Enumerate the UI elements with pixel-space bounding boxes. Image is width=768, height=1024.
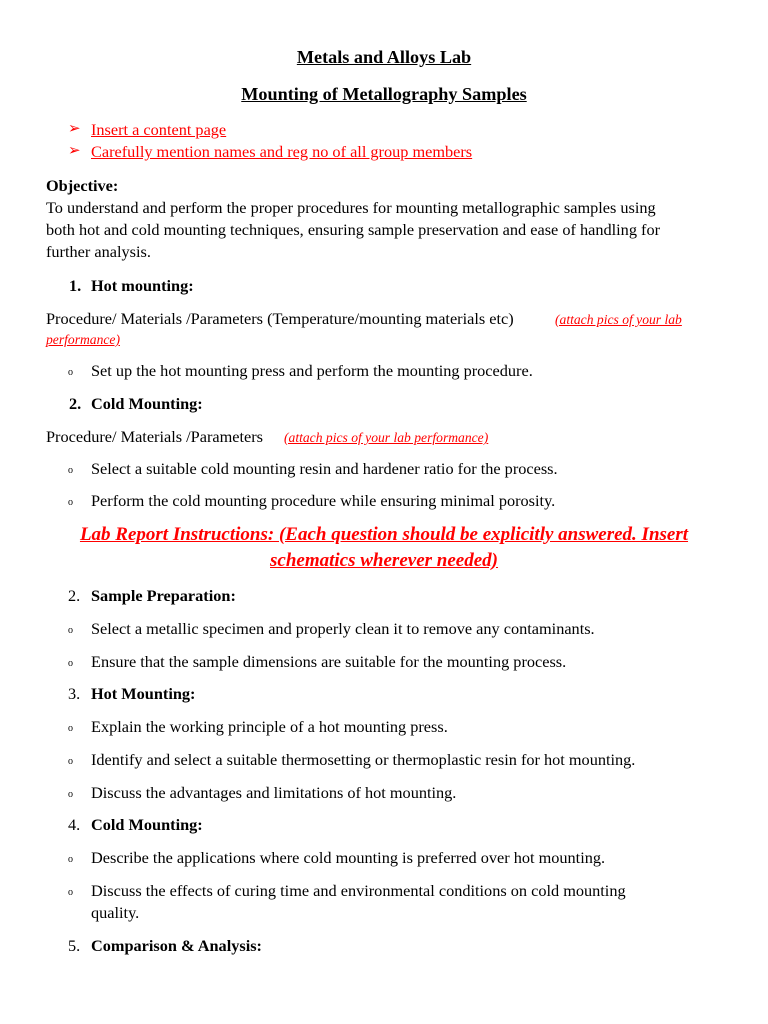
cold-mounting-question-heading: Cold Mounting: xyxy=(91,815,203,834)
note-group-members: Carefully mention names and reg no of all group members xyxy=(91,142,473,161)
circle-bullet-icon: o xyxy=(68,789,73,800)
cold-mounting-heading: Cold Mounting: xyxy=(91,394,203,413)
list-item: Discuss the advantages and limitations of hot mounting. xyxy=(91,783,457,802)
cold-procedure-text: Procedure/ Materials /Parameters xyxy=(46,427,263,446)
circle-bullet-icon: o xyxy=(68,658,73,669)
comparison-analysis-heading: Comparison & Analysis: xyxy=(91,936,262,955)
hot-mounting-heading: Hot mounting: xyxy=(91,276,194,295)
section-number: 4. xyxy=(68,815,81,834)
lab-report-instructions-cont: schematics wherever needed) xyxy=(270,550,498,571)
hot-mounting-question-heading: Hot Mounting: xyxy=(91,684,196,703)
circle-bullet-icon: o xyxy=(68,465,73,476)
objective-heading: Objective: xyxy=(46,176,119,195)
hot-bullet: Set up the hot mounting press and perform the mounting procedure. xyxy=(91,361,533,380)
note-content-page: Insert a content page xyxy=(91,120,227,139)
cold-bullet: Perform the cold mounting procedure while ensuring minimal porosity. xyxy=(91,491,556,510)
circle-bullet-icon: o xyxy=(68,756,73,767)
objective-line: further analysis. xyxy=(46,242,151,261)
objective-line: To understand and perform the proper procedures for mounting metallographic samples using xyxy=(46,198,656,217)
list-item: Ensure that the sample dimensions are suitable for the mounting process. xyxy=(91,652,567,671)
list-item-cont: quality. xyxy=(91,903,140,922)
section-number: 5. xyxy=(68,936,81,955)
list-item: Discuss the effects of curing time and environmental conditions on cold mounting xyxy=(91,881,626,900)
arrow-bullet-icon: ➢ xyxy=(68,143,81,159)
circle-bullet-icon: o xyxy=(68,367,73,378)
section-number: 1. xyxy=(69,276,82,295)
lab-report-instructions: Lab Report Instructions: (Each question should be explicitly answered. Insert xyxy=(79,524,689,545)
circle-bullet-icon: o xyxy=(68,854,73,865)
hot-procedure-text: Procedure/ Materials /Parameters (Temperature/mounting materials etc) xyxy=(46,309,514,328)
section-number: 2. xyxy=(68,586,81,605)
sample-preparation-heading: Sample Preparation: xyxy=(91,586,236,605)
hot-attach-note-cont: performance) xyxy=(46,332,120,347)
list-item: Identify and select a suitable thermosetting or thermoplastic resin for hot mounting. xyxy=(91,750,636,769)
circle-bullet-icon: o xyxy=(68,497,73,508)
cold-bullet: Select a suitable cold mounting resin and hardener ratio for the process. xyxy=(91,459,558,478)
list-item: Explain the working principle of a hot mounting press. xyxy=(91,717,448,736)
list-item: Select a metallic specimen and properly clean it to remove any contaminants. xyxy=(91,619,595,638)
circle-bullet-icon: o xyxy=(68,723,73,734)
hot-attach-note: (attach pics of your lab xyxy=(555,312,682,327)
circle-bullet-icon: o xyxy=(68,625,73,636)
cold-attach-note: (attach pics of your lab performance) xyxy=(284,430,489,445)
section-number: 3. xyxy=(68,684,81,703)
objective-line: both hot and cold mounting techniques, ensuring sample preservation and ease of handling for xyxy=(46,220,661,239)
list-item: Describe the applications where cold mounting is preferred over hot mounting. xyxy=(91,848,606,867)
section-number: 2. xyxy=(69,394,82,413)
circle-bullet-icon: o xyxy=(68,887,73,898)
document-subtitle: Mounting of Metallography Samples xyxy=(241,84,527,104)
arrow-bullet-icon: ➢ xyxy=(68,121,81,137)
document-title: Metals and Alloys Lab xyxy=(296,47,472,67)
